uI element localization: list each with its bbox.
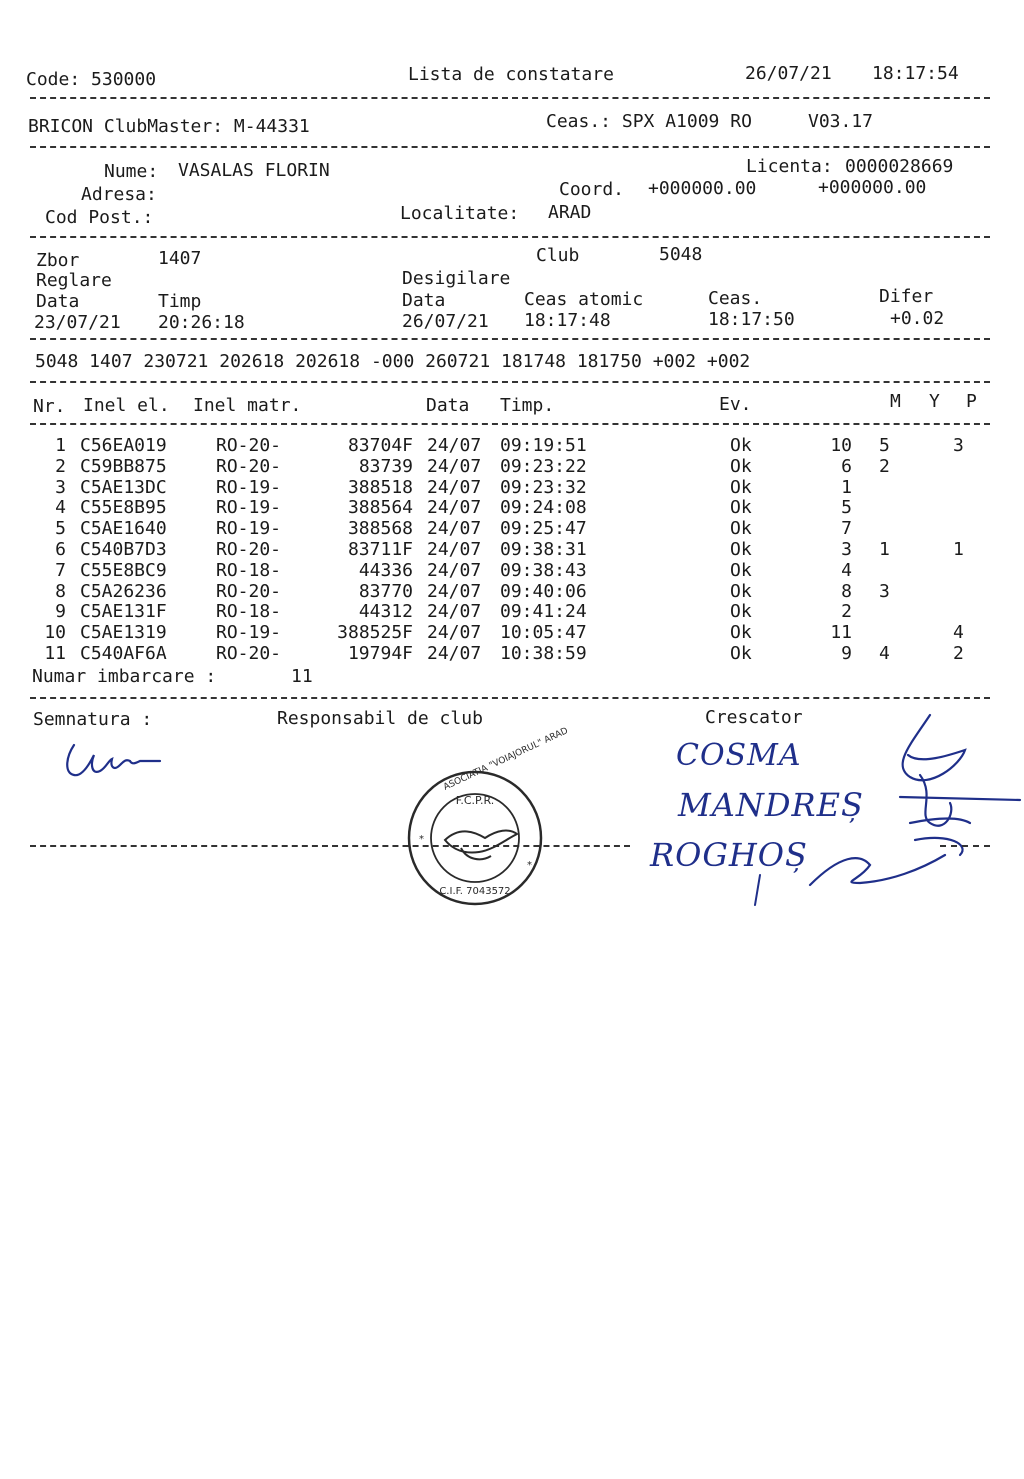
signature-label: Semnatura :: [33, 709, 153, 730]
col-header-m: M: [890, 391, 901, 412]
row-event: Ok: [730, 539, 752, 560]
row-m: 10: [830, 435, 852, 456]
difference-value: +0.02: [890, 308, 945, 329]
row-nr: 1: [55, 435, 66, 456]
svg-text:F.C.P.R.: F.C.P.R.: [455, 794, 495, 807]
desig-date-label: Data: [402, 290, 446, 311]
row-m: 3: [841, 539, 852, 560]
row-event: Ok: [730, 435, 752, 456]
row-ring-prefix: RO-20-: [216, 539, 282, 560]
row-m: 7: [841, 518, 852, 539]
row-event: Ok: [730, 518, 752, 539]
header-date: 26/07/21: [745, 63, 832, 84]
row-ring-number: 44312: [358, 601, 413, 622]
row-nr: 7: [55, 560, 66, 581]
row-time: 09:38:31: [500, 539, 587, 560]
separator: [30, 338, 990, 340]
row-nr: 3: [55, 477, 66, 498]
row-ring-number: 388525F: [337, 622, 413, 643]
row-electronic-ring: C5AE1640: [80, 518, 167, 539]
row-time: 09:40:06: [500, 581, 587, 602]
encoded-summary-line: 5048 1407 230721 202618 202618 -000 260721 181748 181750 +002 +002: [35, 351, 751, 372]
row-m: 1: [841, 477, 852, 498]
flight-label: Zbor: [36, 250, 80, 271]
desigilare-label: Desigilare: [402, 268, 511, 289]
row-nr: 11: [44, 643, 66, 664]
row-event: Ok: [730, 477, 752, 498]
address-label: Adresa:: [81, 184, 157, 205]
handwritten-name-2: MANDREȘ: [678, 786, 864, 824]
row-p: 3: [953, 435, 964, 456]
row-ring-prefix: RO-19-: [216, 477, 282, 498]
row-event: Ok: [730, 560, 752, 581]
row-nr: 9: [55, 601, 66, 622]
license-number: 0000028669: [845, 156, 954, 177]
svg-text:*: *: [527, 860, 532, 871]
row-ring-prefix: RO-19-: [216, 497, 282, 518]
license-label: Licenta:: [746, 156, 833, 177]
signature-line-end: [940, 845, 990, 847]
row-date: 24/07: [427, 601, 482, 622]
row-time: 09:25:47: [500, 518, 587, 539]
coord-y: +000000.00: [818, 177, 927, 198]
row-electronic-ring: C55E8B95: [80, 497, 167, 518]
desig-date: 26/07/21: [402, 311, 489, 332]
row-y: 5: [879, 435, 890, 456]
row-m: 5: [841, 497, 852, 518]
col-header-inel-matr: Inel matr.: [193, 395, 302, 416]
coord-x: +000000.00: [648, 178, 757, 199]
row-ring-prefix: RO-20-: [216, 643, 282, 664]
row-electronic-ring: C5AE1319: [80, 622, 167, 643]
association-stamp: [405, 726, 570, 908]
row-y: 3: [879, 581, 890, 602]
row-nr: 4: [55, 497, 66, 518]
owner-name: VASALAS FLORIN: [178, 160, 330, 181]
row-date: 24/07: [427, 643, 482, 664]
separator: [30, 97, 990, 99]
col-header-inel-el: Inel el.: [83, 395, 170, 416]
row-event: Ok: [730, 643, 752, 664]
reglare-date: 23/07/21: [34, 312, 121, 333]
row-time: 09:24:08: [500, 497, 587, 518]
row-y: 2: [879, 456, 890, 477]
separator: [30, 423, 990, 425]
row-nr: 2: [55, 456, 66, 477]
svg-text:C.I.F. 7043572: C.I.F. 7043572: [439, 886, 511, 897]
row-ring-prefix: RO-19-: [216, 518, 282, 539]
row-event: Ok: [730, 622, 752, 643]
row-p: 4: [953, 622, 964, 643]
clock-version: V03.17: [808, 111, 874, 132]
row-time: 09:23:32: [500, 477, 587, 498]
row-time: 10:05:47: [500, 622, 587, 643]
device-label: BRICON ClubMaster: M-44331: [28, 116, 310, 137]
row-time: 09:38:43: [500, 560, 587, 581]
row-ring-number: 388518: [347, 477, 413, 498]
row-m: 2: [841, 601, 852, 622]
separator: [30, 236, 990, 238]
row-ring-number: 83704F: [347, 435, 413, 456]
row-time: 09:19:51: [500, 435, 587, 456]
row-ring-prefix: RO-19-: [216, 622, 282, 643]
row-time: 10:38:59: [500, 643, 587, 664]
row-p: 2: [953, 643, 964, 664]
row-m: 9: [841, 643, 852, 664]
locality-value: ARAD: [548, 202, 592, 223]
atomic-clock-label: Ceas atomic: [524, 289, 644, 310]
row-ring-prefix: RO-20-: [216, 435, 282, 456]
col-header-y: Y: [929, 391, 940, 412]
clock-label: Ceas.: SPX A1009 RO: [546, 111, 752, 132]
row-electronic-ring: C5AE13DC: [80, 477, 167, 498]
row-ring-prefix: RO-18-: [216, 601, 282, 622]
svg-text:*: *: [419, 834, 424, 845]
col-header-timp: Timp.: [500, 395, 555, 416]
club-number: 5048: [659, 244, 703, 265]
locality-label: Localitate:: [400, 203, 520, 224]
row-ring-number: 83770: [358, 581, 413, 602]
name-label: Nume:: [104, 161, 159, 182]
row-electronic-ring: C540AF6A: [80, 643, 167, 664]
club-label: Club: [536, 245, 580, 266]
atomic-time: 18:17:48: [524, 310, 611, 331]
row-m: 6: [841, 456, 852, 477]
row-event: Ok: [730, 601, 752, 622]
row-date: 24/07: [427, 456, 482, 477]
row-electronic-ring: C540B7D3: [80, 539, 167, 560]
separator: [30, 381, 990, 383]
row-ring-number: 388568: [347, 518, 413, 539]
row-nr: 5: [55, 518, 66, 539]
col-header-data: Data: [426, 395, 470, 416]
document-code: Code: 530000: [26, 69, 157, 90]
row-electronic-ring: C5A26236: [80, 581, 167, 602]
row-nr: 6: [55, 539, 66, 560]
row-m: 8: [841, 581, 852, 602]
row-date: 24/07: [427, 560, 482, 581]
separator: [30, 146, 990, 148]
col-header-p: P: [966, 391, 977, 412]
row-date: 24/07: [427, 539, 482, 560]
signature-scribble-left: [60, 735, 170, 785]
row-date: 24/07: [427, 622, 482, 643]
row-ring-number: 83711F: [347, 539, 413, 560]
row-nr: 10: [44, 622, 66, 643]
row-electronic-ring: C55E8BC9: [80, 560, 167, 581]
signature-flourishes-right: [800, 705, 1024, 910]
breeder-label: Crescator: [705, 707, 803, 728]
row-event: Ok: [730, 497, 752, 518]
handwritten-name-1: COSMA: [676, 738, 802, 773]
row-time: 09:23:22: [500, 456, 587, 477]
row-date: 24/07: [427, 435, 482, 456]
col-header-nr: Nr.: [33, 396, 66, 417]
postal-label: Cod Post.:: [45, 207, 154, 228]
col-header-ev: Ev.: [719, 394, 752, 415]
row-ring-prefix: RO-20-: [216, 456, 282, 477]
handwritten-name-3: ROGHOȘ: [650, 836, 808, 874]
row-ring-prefix: RO-20-: [216, 581, 282, 602]
difference-label: Difer: [879, 286, 934, 307]
row-ring-number: 83739: [358, 456, 413, 477]
clock-time: 18:17:50: [708, 309, 795, 330]
reglare-label: Reglare: [36, 270, 112, 291]
row-event: Ok: [730, 581, 752, 602]
row-date: 24/07: [427, 477, 482, 498]
row-electronic-ring: C56EA019: [80, 435, 167, 456]
row-ring-number: 19794F: [347, 643, 413, 664]
row-m: 4: [841, 560, 852, 581]
row-y: 4: [879, 643, 890, 664]
svg-text:ASOCIATIA "VOIAJORUL" ARAD: ASOCIATIA "VOIAJORUL" ARAD: [442, 726, 570, 793]
reglare-date-label: Data: [36, 291, 80, 312]
row-date: 24/07: [427, 497, 482, 518]
row-ring-prefix: RO-18-: [216, 560, 282, 581]
club-responsible-label: Responsabil de club: [277, 708, 483, 729]
separator: [30, 697, 990, 699]
row-time: 09:41:24: [500, 601, 587, 622]
row-event: Ok: [730, 456, 752, 477]
flight-number: 1407: [158, 248, 202, 269]
row-date: 24/07: [427, 518, 482, 539]
reglare-time-label: Timp: [158, 291, 202, 312]
row-ring-number: 388564: [347, 497, 413, 518]
boarding-label: Numar imbarcare :: [32, 666, 217, 687]
boarding-count: 11: [291, 666, 313, 687]
row-date: 24/07: [427, 581, 482, 602]
reglare-time: 20:26:18: [158, 312, 245, 333]
row-m: 11: [830, 622, 852, 643]
clock-time-label: Ceas.: [708, 288, 763, 309]
row-electronic-ring: C59BB875: [80, 456, 167, 477]
row-nr: 8: [55, 581, 66, 602]
coord-label: Coord.: [559, 179, 625, 200]
document-title: Lista de constatare: [408, 64, 614, 85]
row-p: 1: [953, 539, 964, 560]
row-ring-number: 44336: [358, 560, 413, 581]
row-y: 1: [879, 539, 890, 560]
row-electronic-ring: C5AE131F: [80, 601, 167, 622]
header-time: 18:17:54: [872, 63, 959, 84]
